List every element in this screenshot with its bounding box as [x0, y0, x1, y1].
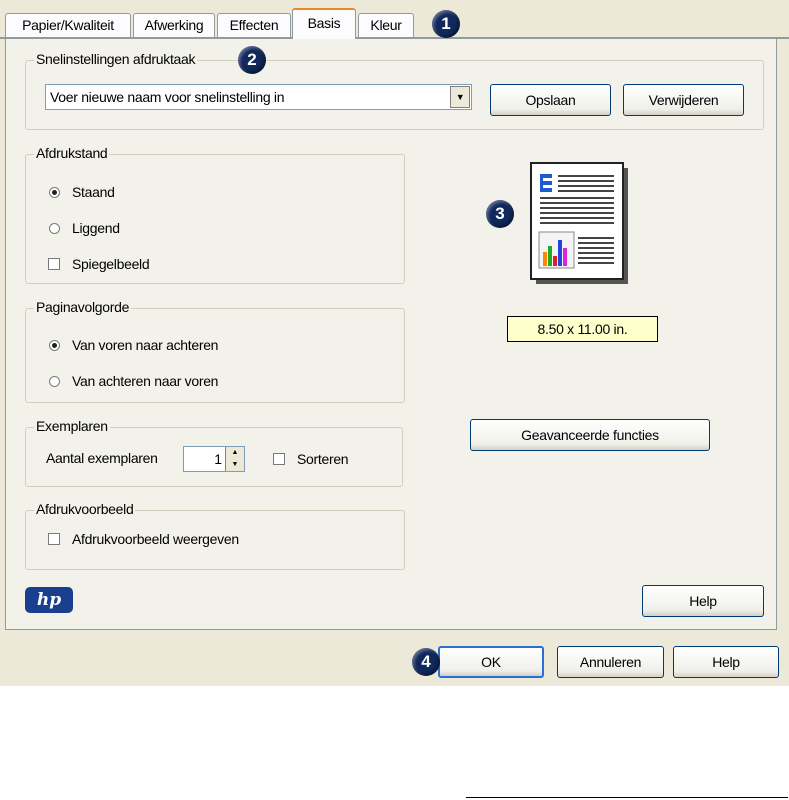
- callout-3: 3: [486, 200, 514, 228]
- collate-option[interactable]: [273, 451, 348, 467]
- landscape-radio[interactable]: [49, 223, 60, 234]
- copies-count-label-text: Aantal exemplaren: [46, 450, 158, 466]
- front-to-back-label: Van voren naar achteren: [72, 337, 219, 353]
- show-preview-checkbox[interactable]: [48, 533, 60, 545]
- copies-spinner[interactable]: [183, 446, 245, 472]
- panel-help-button[interactable]: Help: [642, 585, 764, 617]
- show-preview-label: Afdrukvoorbeeld weergeven: [72, 531, 239, 547]
- mirror-option[interactable]: [48, 256, 149, 272]
- back-to-front-option[interactable]: [49, 373, 218, 389]
- quick-settings-title-text: Snelinstellingen afdruktaak: [36, 51, 196, 67]
- quick-settings-title: [34, 51, 197, 67]
- page-layout-icon: [530, 162, 630, 286]
- copies-spinner-value: 1: [214, 451, 222, 467]
- tab-effecten[interactable]: Effecten: [217, 13, 291, 37]
- collate-checkbox[interactable]: [273, 453, 285, 465]
- preview-title: Afdrukvoorbeeld: [36, 501, 134, 517]
- mirror-label: Spiegelbeeld: [72, 256, 150, 272]
- callout-2: 2: [238, 46, 266, 74]
- tab-afwerking[interactable]: Afwerking: [133, 13, 215, 37]
- paper-size-badge: 8.50 x 11.00 in.: [507, 316, 658, 342]
- delete-button[interactable]: Verwijderen: [623, 84, 744, 116]
- hp-logo-icon: hp: [25, 587, 73, 613]
- page-order-title: Paginavolgorde: [36, 299, 130, 315]
- portrait-radio[interactable]: [49, 187, 60, 198]
- cancel-button[interactable]: Annuleren: [557, 646, 664, 678]
- mirror-checkbox[interactable]: [48, 258, 60, 270]
- orientation-title: Afdrukstand: [36, 145, 108, 161]
- front-to-back-option[interactable]: [49, 337, 218, 353]
- callout-1: 1: [432, 10, 460, 38]
- tab-papier-kwaliteit[interactable]: Papier/Kwaliteit: [5, 13, 131, 37]
- copies-count-label: [46, 450, 158, 466]
- advanced-features-button[interactable]: Geavanceerde functies: [470, 419, 710, 451]
- front-to-back-radio[interactable]: [49, 340, 60, 351]
- portrait-label: Staand: [72, 184, 115, 200]
- spinner-arrows-icon[interactable]: ▲ ▼: [225, 447, 244, 471]
- tab-basis[interactable]: Basis: [292, 8, 356, 39]
- quick-settings-combo-value: Voer nieuwe naam voor snelinstelling in: [50, 89, 285, 105]
- quick-settings-combo[interactable]: [45, 84, 472, 110]
- tab-kleur[interactable]: Kleur: [358, 13, 414, 37]
- save-button[interactable]: Opslaan: [490, 84, 611, 116]
- callout-4: 4: [412, 648, 440, 676]
- landscape-option[interactable]: [49, 220, 120, 236]
- back-to-front-radio[interactable]: [49, 376, 60, 387]
- show-preview-option[interactable]: [48, 531, 239, 547]
- bottom-rule: [466, 797, 788, 798]
- back-to-front-label: Van achteren naar voren: [72, 373, 219, 389]
- portrait-option[interactable]: [49, 184, 115, 200]
- tab-divider: [0, 37, 789, 39]
- copies-title: Exemplaren: [36, 418, 108, 434]
- help-button[interactable]: Help: [673, 646, 779, 678]
- dropdown-arrow-icon[interactable]: ▼: [450, 86, 470, 108]
- ok-button[interactable]: OK: [438, 646, 544, 678]
- collate-label: Sorteren: [297, 451, 349, 467]
- landscape-label: Liggend: [72, 220, 120, 236]
